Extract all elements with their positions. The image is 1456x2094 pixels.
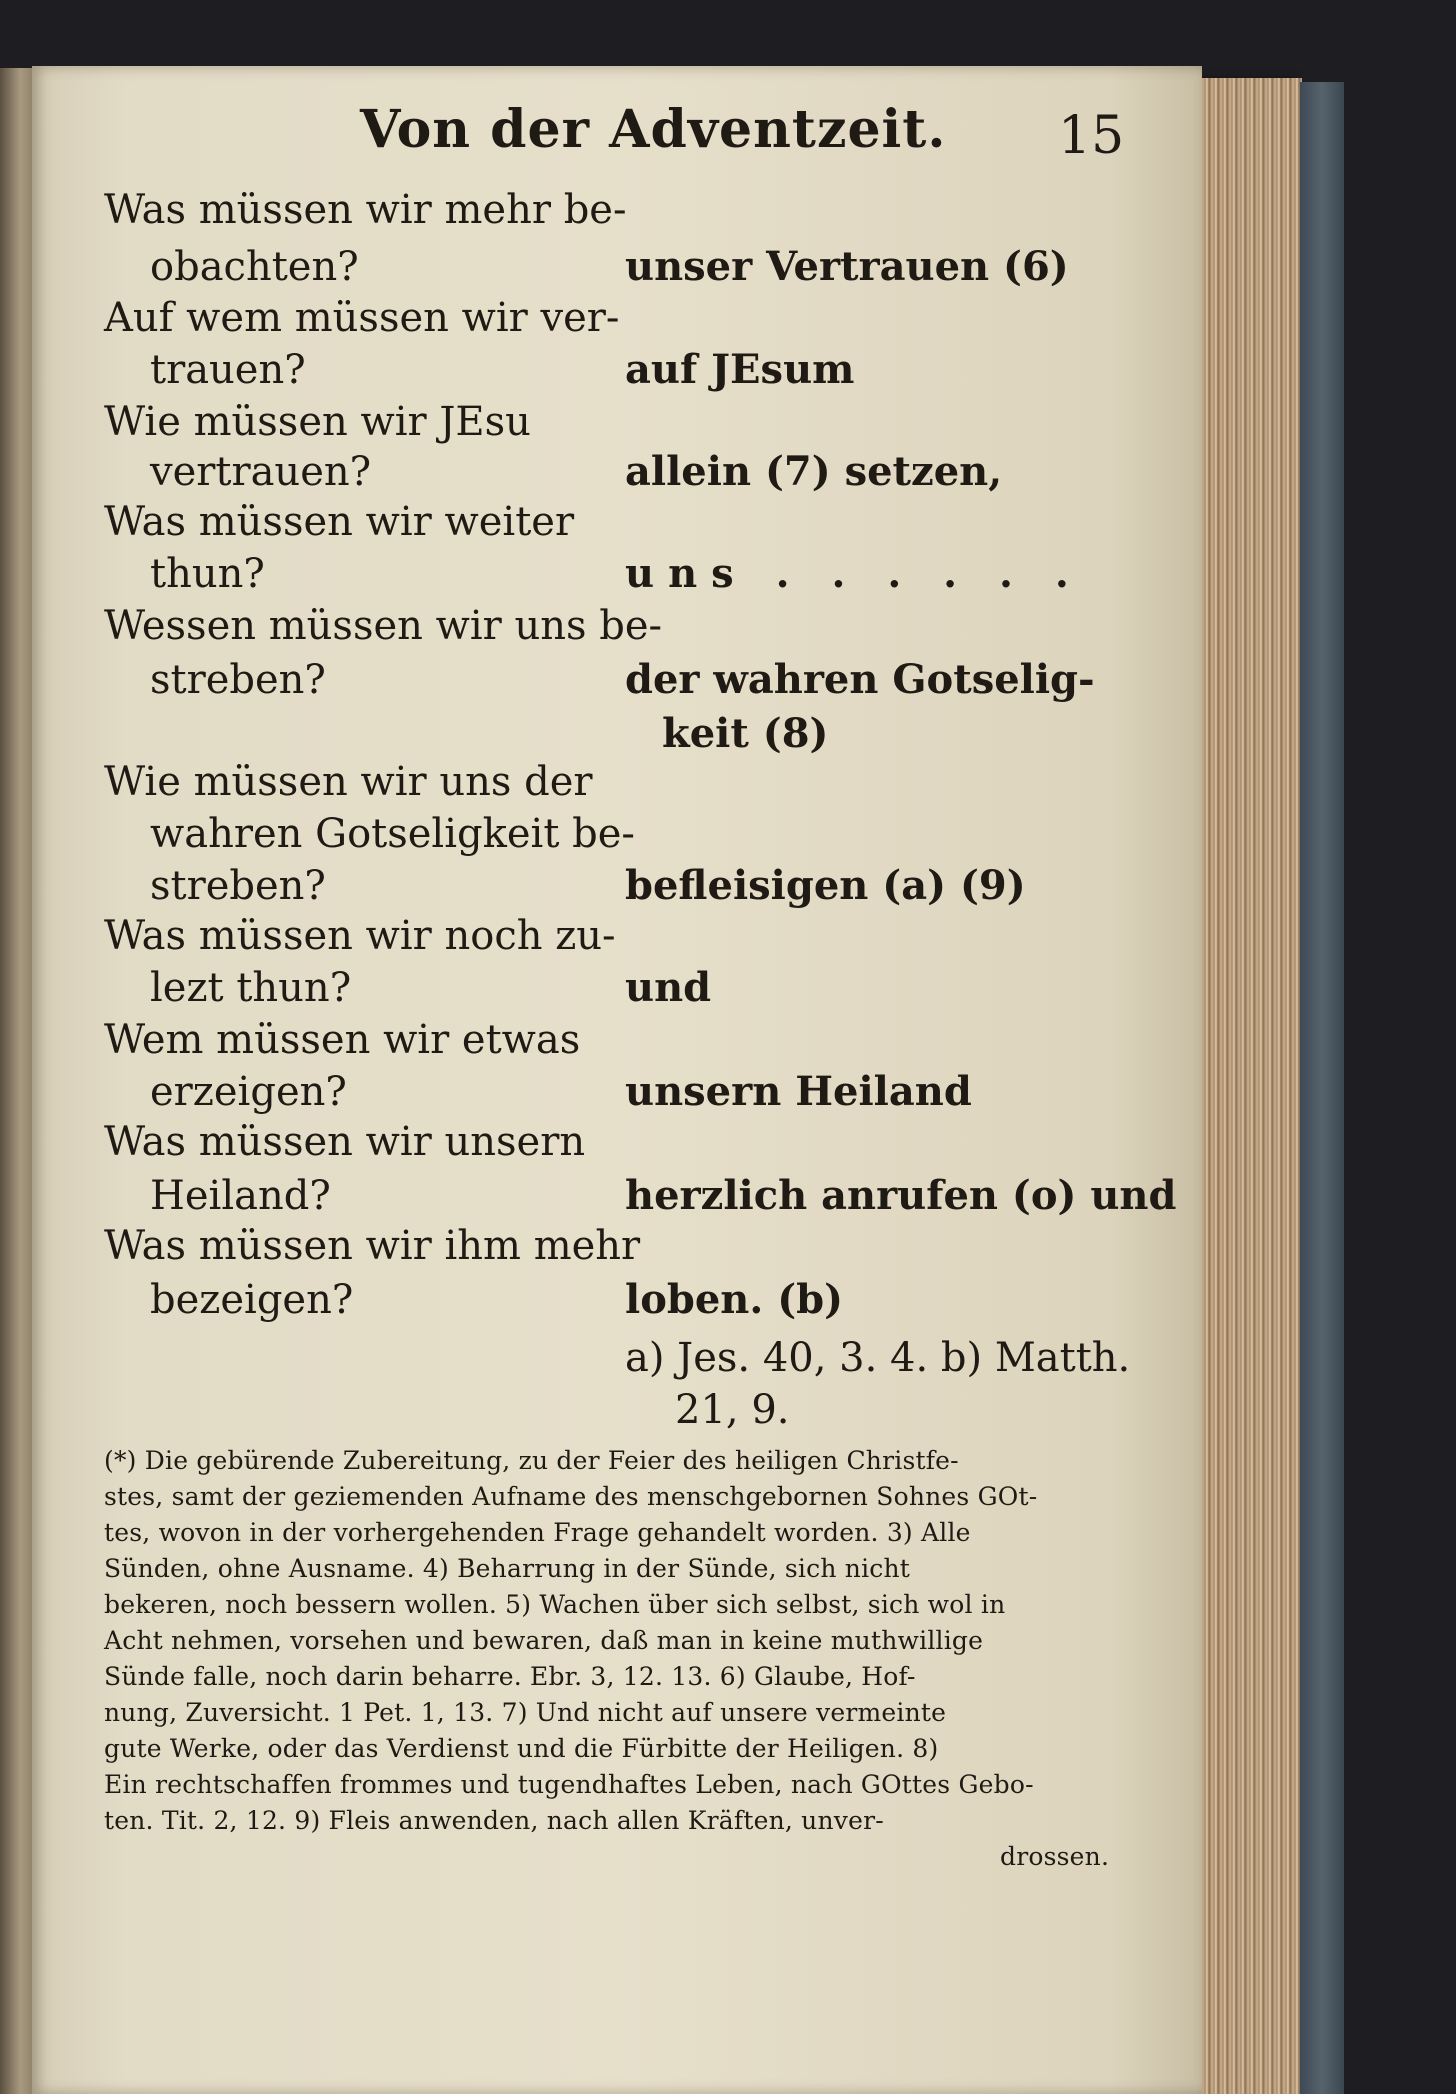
question-line: Was müssen wir weiter <box>104 499 575 545</box>
question-line: Was müssen wir unsern <box>104 1119 586 1165</box>
question-line: trauen? <box>150 347 306 393</box>
question-line: wahren Gotseligkeit be- <box>150 811 635 857</box>
question-line: Heiland? <box>150 1173 331 1219</box>
question-line: Wem müssen wir etwas <box>104 1017 581 1063</box>
question-line: bezeigen? <box>150 1277 354 1323</box>
answer-line: auf JEsum <box>625 346 855 393</box>
footnote-line: bekeren, noch bessern wollen. 5) Wachen über sich selbst, sich wol in <box>104 1590 1006 1619</box>
answer-line: allein (7) setzen, <box>625 448 1003 495</box>
question-line: thun? <box>150 551 265 597</box>
footnote-line: gute Werke, oder das Verdienst und die Fürbitte der Heiligen. 8) <box>104 1734 939 1763</box>
answer-line: loben. (b) <box>625 1276 844 1323</box>
answer-line: und <box>625 964 712 1011</box>
footnote-line: Acht nehmen, vorsehen und bewaren, daß man in keine muthwillige <box>104 1626 984 1655</box>
footnote-line: nung, Zuversicht. 1 Pet. 1, 13. 7) Und nicht auf unsere vermeinte <box>104 1698 947 1727</box>
answer-line: unser Vertrauen (6) <box>625 243 1069 290</box>
answer-line: befleisigen (a) (9) <box>625 862 1026 909</box>
question-line: Wie müssen wir uns der <box>104 759 593 805</box>
answer-line: uns . . . . . . <box>625 550 1083 597</box>
footnote-line: (*) Die gebürende Zubereitung, zu der Feier des heiligen Christfe- <box>104 1446 959 1475</box>
scripture-reference: 21, 9. <box>675 1387 790 1433</box>
page-number: 15 <box>1058 106 1125 166</box>
question-line: Auf wem müssen wir ver- <box>104 295 620 341</box>
question-line: streben? <box>150 657 326 703</box>
footnote-line: tes, wovon in der vorhergehenden Frage gehandelt worden. 3) Alle <box>104 1518 971 1547</box>
footnote-line: Sünde falle, noch darin beharre. Ebr. 3, 12. 13. 6) Glaube, Hof- <box>104 1662 916 1691</box>
facing-page-edge <box>0 68 34 2094</box>
book-cover-edge <box>1300 82 1344 2094</box>
answer-line: herzlich anrufen (o) und <box>625 1172 1177 1219</box>
footnote-line: Sünden, ohne Ausname. 4) Beharrung in der Sünde, sich nicht <box>104 1554 911 1583</box>
running-header-title: Von der Adventzeit. <box>360 99 947 160</box>
question-line: Was müssen wir noch zu- <box>104 913 616 959</box>
page-stack-edges <box>1200 78 1302 2094</box>
question-line: Wessen müssen wir uns be- <box>104 603 663 649</box>
question-line: Wie müssen wir JEsu <box>104 399 531 445</box>
question-line: Was müssen wir mehr be- <box>104 187 627 233</box>
question-line: streben? <box>150 863 326 909</box>
answer-line: unsern Heiland <box>625 1068 972 1115</box>
question-line: obachten? <box>150 244 359 290</box>
question-line: vertrauen? <box>150 449 372 495</box>
footnote-line: Ein rechtschaffen frommes und tugendhaftes Leben, nach GOttes Gebo- <box>104 1770 1034 1799</box>
footnote-line: drossen. <box>1000 1842 1110 1871</box>
scripture-reference: a) Jes. 40, 3. 4. b) Matth. <box>625 1335 1131 1381</box>
footnote-line: ten. Tit. 2, 12. 9) Fleis anwenden, nach allen Kräften, unver- <box>104 1806 884 1835</box>
question-line: lezt thun? <box>150 965 352 1011</box>
question-line: erzeigen? <box>150 1069 347 1115</box>
footnote-line: stes, samt der geziemenden Aufname des menschgebornen Sohnes GOt- <box>104 1482 1038 1511</box>
answer-line: keit (8) <box>662 710 829 757</box>
answer-line: der wahren Gotselig- <box>625 656 1095 703</box>
question-line: Was müssen wir ihm mehr <box>104 1223 641 1269</box>
